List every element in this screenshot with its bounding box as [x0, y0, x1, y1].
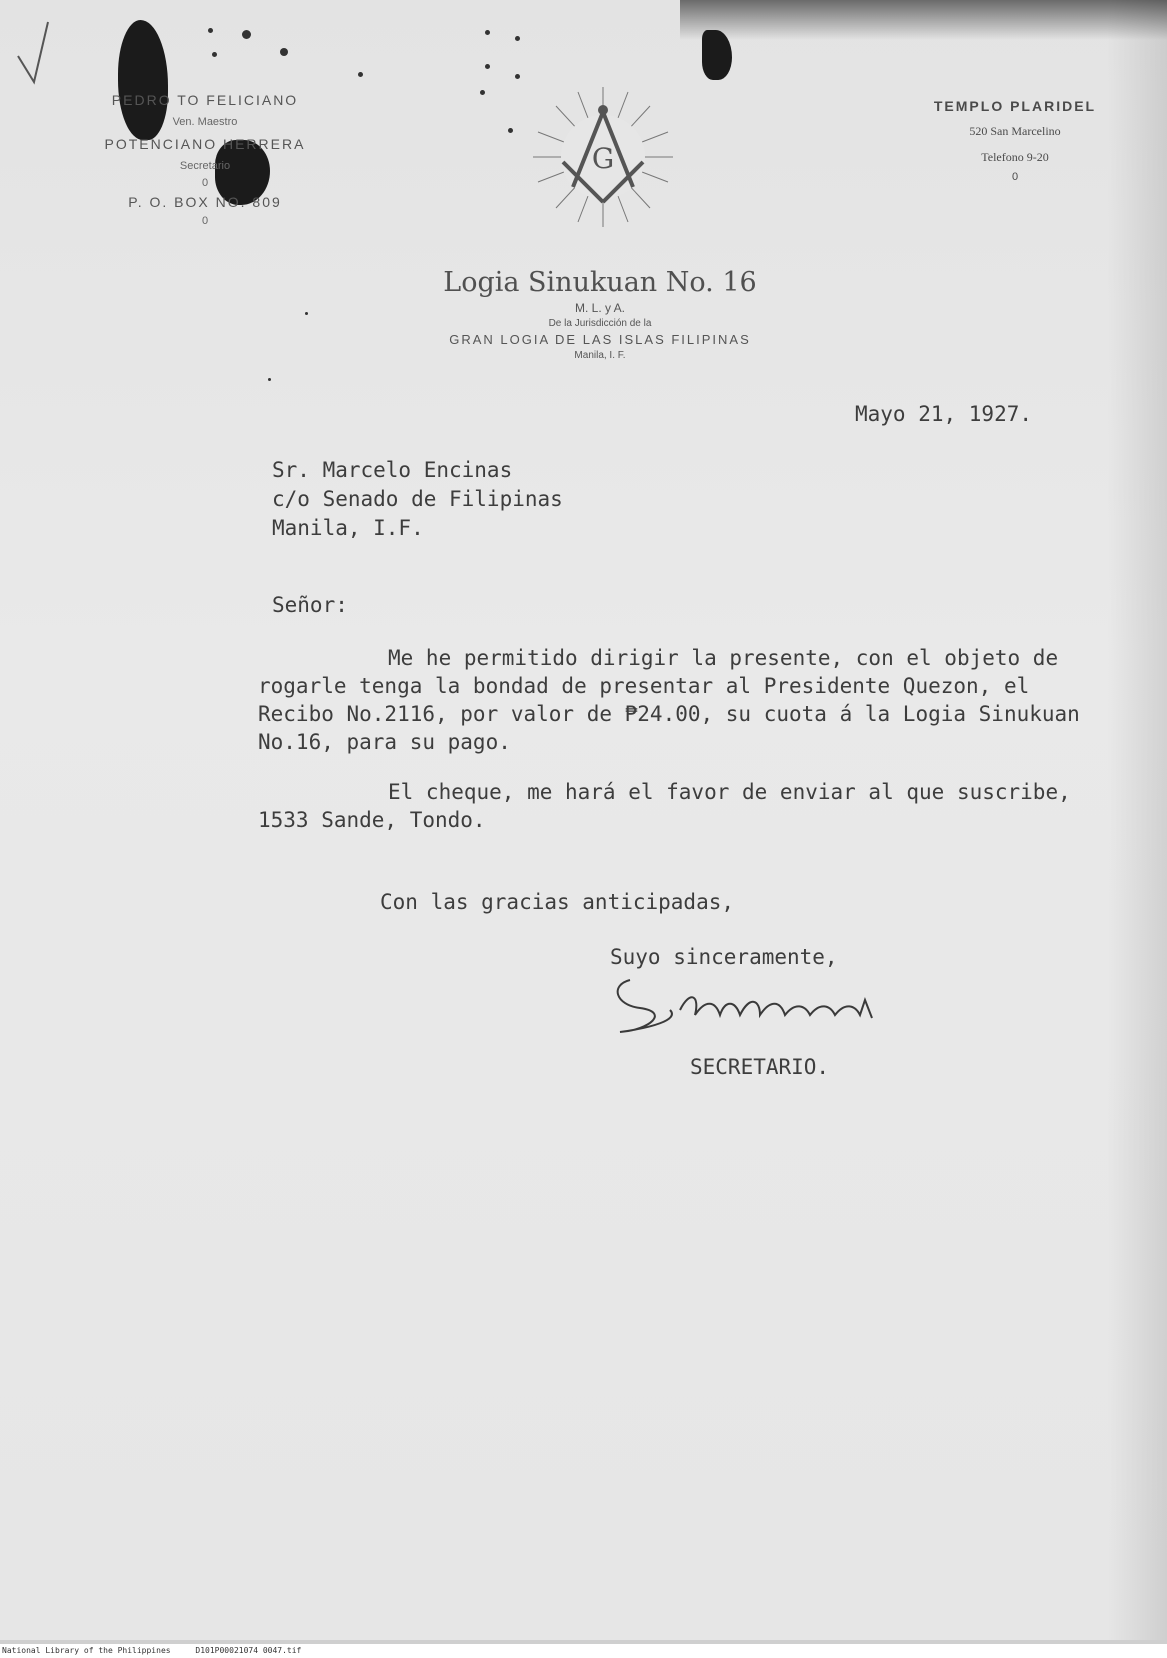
paragraph: El cheque, me hará el favor de enviar al que suscribe, 1533 Sande, Tondo. [258, 780, 1071, 832]
ink-dot [242, 30, 251, 39]
secretary-name: POTENCIANO HERRERA [104, 136, 306, 152]
lodge-header [380, 266, 820, 364]
master-name: PEDRO TO FELICIANO [111, 92, 299, 108]
paragraph: Me he permitido dirigir la presente, con el objeto de rogarle tenga la bondad de presentar al Presidente Quezon, el Recibo No.2116, por valor de ₱24.00, su cuota á la Logia Sinukuan No.16, para su pago. [258, 646, 1080, 754]
temple-phone: Telefono 9-20 [981, 150, 1049, 164]
signer-role: SECRETARIO. [690, 1055, 830, 1079]
scan-footer [0, 1644, 1167, 1658]
separator: 0 [201, 215, 209, 227]
recipient-city: Manila, I.F. [272, 516, 424, 540]
ink-dot [280, 48, 288, 56]
recipient-care-of: c/o Senado de Filipinas [272, 487, 563, 511]
ink-dot [515, 74, 520, 79]
recipient-address [272, 456, 563, 543]
closing-line: Con las gracias anticipadas, [380, 890, 735, 914]
ink-dot [515, 36, 520, 41]
temple-address: 520 San Marcelino [969, 124, 1061, 138]
lodge-jurisdiction: De la Jurisdicción de la [548, 318, 652, 329]
ink-dot [212, 52, 217, 57]
lodge-city: Manila, I. F. [574, 350, 626, 361]
grand-lodge-name: GRAN LOGIA DE LAS ISLAS FILIPINAS [449, 332, 751, 347]
ink-dot [268, 378, 271, 381]
po-box: P. O. BOX NO. 809 [128, 194, 282, 210]
separator: 0 [1011, 171, 1019, 183]
footer-source: National Library of the Philippines [2, 1646, 171, 1655]
letter-body [258, 644, 1098, 856]
secretary-title: Secretario [179, 160, 231, 172]
ink-dot [485, 30, 490, 35]
recipient-name: Sr. Marcelo Encinas [272, 458, 513, 482]
ink-blot [702, 30, 732, 80]
salutation: Señor: [272, 593, 348, 617]
master-title: Ven. Maestro [172, 116, 238, 128]
masonic-emblem-icon [528, 82, 678, 232]
svg-text:G: G [591, 142, 615, 175]
ink-dot [358, 72, 363, 77]
page-shadow [1107, 0, 1167, 1640]
temple-name: TEMPLO PLARIDEL [933, 98, 1097, 114]
letterhead-left [60, 88, 350, 228]
check-mark-icon [14, 16, 54, 86]
ink-dot [305, 312, 308, 315]
torn-edge-shadow [680, 0, 1167, 40]
regards-line: Suyo sinceramente, [610, 945, 838, 969]
lodge-title: Logia Sinukuan No. 16 [443, 267, 757, 298]
ink-dot [485, 64, 490, 69]
letter-date: Mayo 21, 1927. [855, 402, 1033, 426]
letterhead-right [900, 94, 1130, 184]
footer-file: D101P00021074 0047.tif [195, 1646, 302, 1655]
lodge-abbrev: M. L. y A. [574, 301, 625, 315]
separator: 0 [201, 177, 209, 189]
ink-dot [508, 128, 513, 133]
handwritten-signature [610, 970, 930, 1040]
ink-dot [208, 28, 213, 33]
ink-dot [480, 90, 485, 95]
